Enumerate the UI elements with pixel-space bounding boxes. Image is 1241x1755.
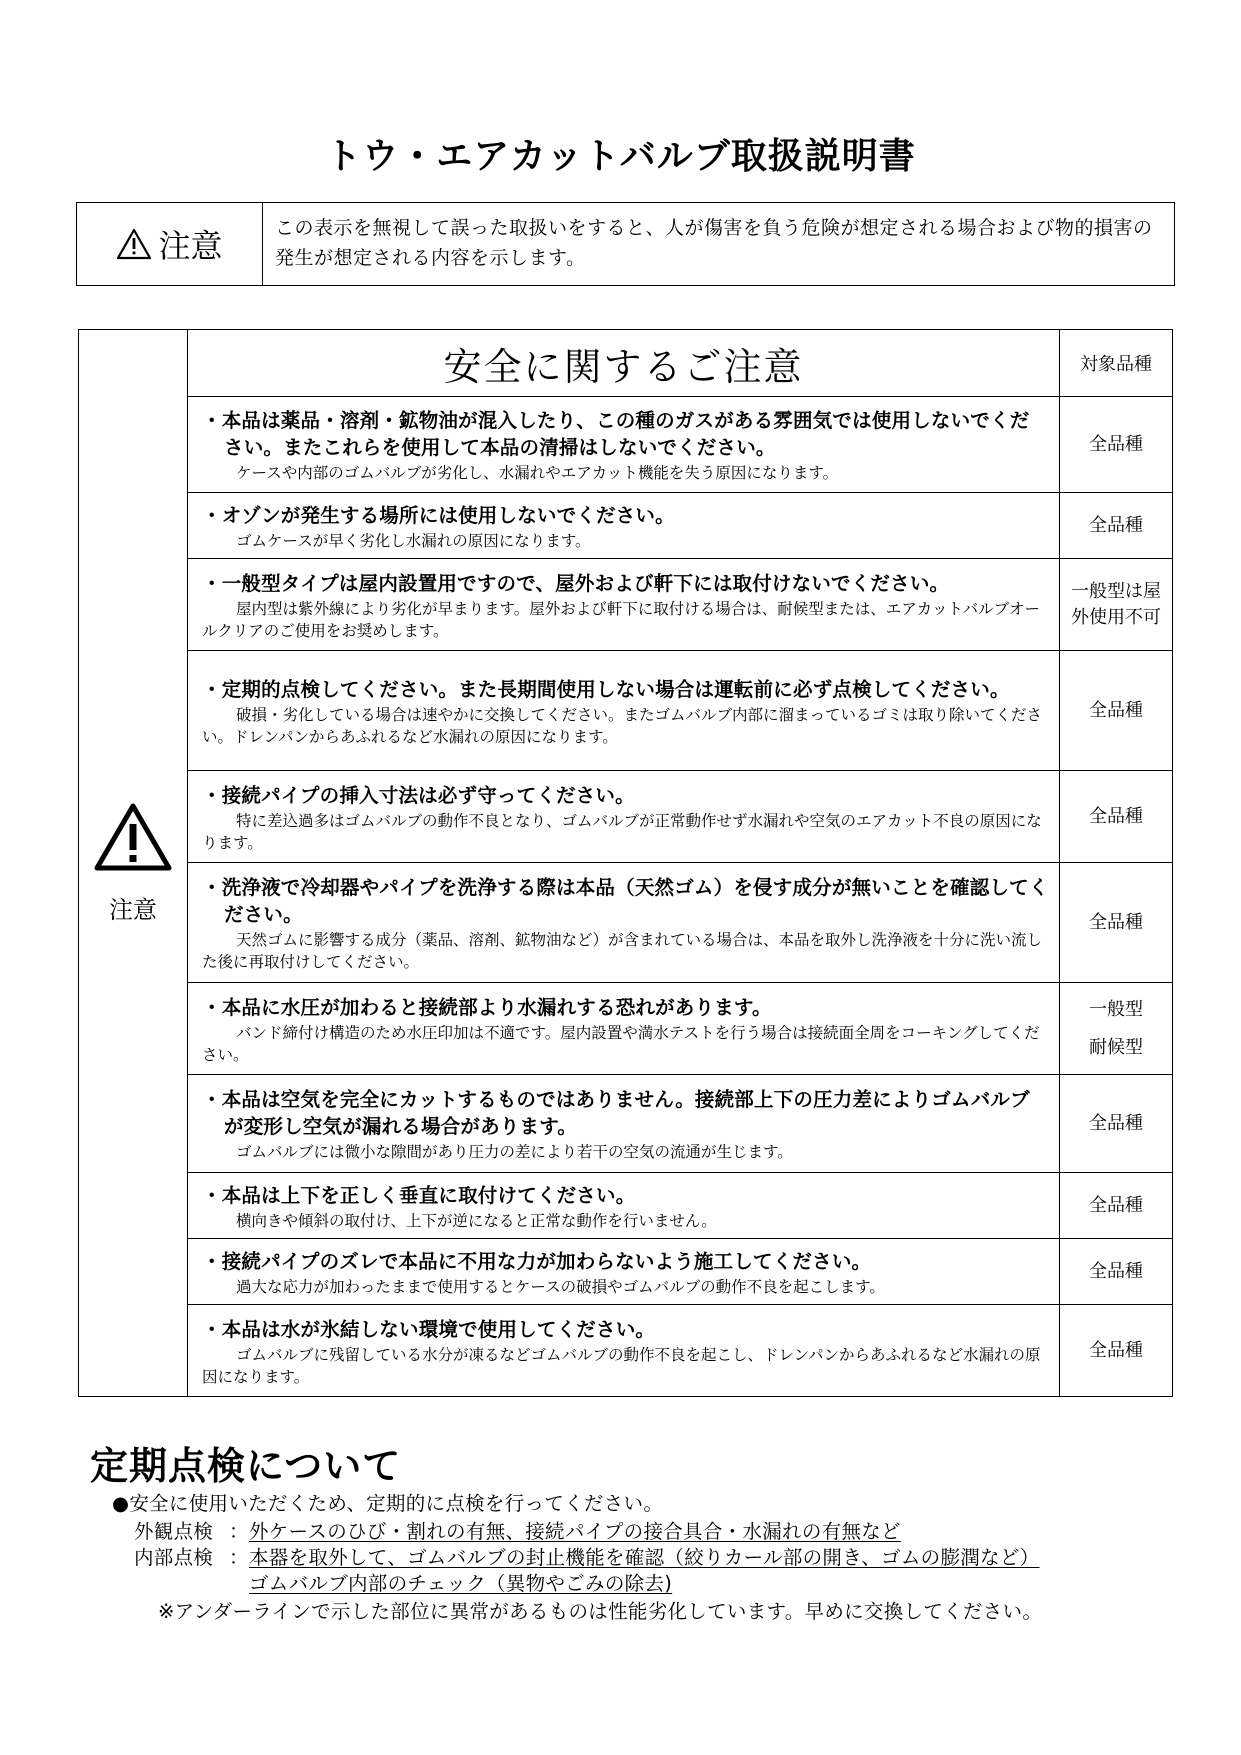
safety-table-row	[79, 1075, 1173, 1173]
safety-item-cell	[188, 1075, 1060, 1173]
safety-item-cell	[188, 1239, 1060, 1305]
safety-item-cell	[188, 493, 1060, 559]
safety-item-target-secondary: 耐候型	[1089, 1036, 1143, 1058]
safety-item-cell	[188, 771, 1060, 863]
inspection-heading: 定期点検について	[90, 1444, 402, 1488]
caution-legend-label: 注意	[158, 227, 223, 265]
safety-item-main-text: ・本品は空気を完全にカットするものではありません。接続部上下の圧力差によりゴムバルブが変形し空気が漏れる場合があります。	[202, 1088, 1030, 1138]
internal-inspection-value: 本器を取外して、ゴムバルブの封止機能を確認（絞りカール部の開き、ゴムの膨潤など）	[249, 1546, 1040, 1569]
safety-item-target-cell	[1060, 863, 1173, 983]
target-type-header: 対象品種	[1060, 330, 1173, 397]
safety-item-target-cell	[1060, 1173, 1173, 1239]
safety-item-target: 全品種	[1089, 514, 1143, 536]
safety-item-main-text: ・接続パイプの挿入寸法は必ず守ってください。	[202, 783, 635, 807]
safety-item-cell	[188, 651, 1060, 771]
safety-table-row	[79, 559, 1173, 651]
safety-item-main-text: ・本品は上下を正しく垂直に取付けてください。	[202, 1183, 636, 1207]
safety-item-target: 全品種	[1089, 1260, 1143, 1282]
safety-item-target-cell	[1060, 397, 1173, 493]
safety-table-row	[79, 1173, 1173, 1239]
safety-table-header-row	[79, 330, 1173, 397]
safety-item-target-cell	[1060, 983, 1173, 1075]
safety-item-main-text: ・洗浄液で冷却器やパイプを洗浄する際は本品（天然ゴム）を侵す成分が無いことを確認してください。	[202, 876, 1049, 926]
safety-table-row	[79, 493, 1173, 559]
caution-legend-text: この表示を無視して誤った取扱いをすると、人が傷害を負う危険が想定される場合および物的損害の発生が想定される内容を示します。	[275, 217, 1153, 269]
safety-item-sub-text: 屋内型は紫外線により劣化が早まります。屋外および軒下に取付ける場合は、耐候型または、エアカットバルブオールクリアのご使用をお奨めします。	[202, 599, 1040, 640]
safety-item-sub-text: ケースや内部のゴムバルブが劣化し、水漏れやエアカット機能を失う原因になります。	[236, 464, 839, 482]
inspection-intro: ●安全に使用いただくため、定期的に点検を行ってください。	[112, 1492, 664, 1515]
safety-item-target-cell	[1060, 1075, 1173, 1173]
safety-item-main-text: ・本品は水が氷結しない環境で使用してください。	[202, 1317, 656, 1341]
safety-item-main-text: ・オゾンが発生する場所には使用しないでください。	[202, 503, 675, 527]
caution-legend-box	[76, 202, 1175, 286]
safety-table-row	[79, 397, 1173, 493]
safety-item-main-text: ・一般型タイプは屋内設置用ですので、屋外および軒下には取付けないでください。	[202, 571, 950, 595]
safety-item-cell	[188, 1305, 1060, 1397]
safety-item-target-cell	[1060, 1305, 1173, 1397]
internal-inspection-row	[134, 1542, 1039, 1570]
safety-item-sub-text: 特に差込過多はゴムバルブの動作不良となり、ゴムバルブが正常動作せず水漏れや空気のエアカット不良の原因になります。	[202, 811, 1042, 852]
internal-inspection-label: 内部点検	[134, 1546, 214, 1569]
external-inspection-row	[134, 1516, 901, 1544]
safety-item-target-cell	[1060, 771, 1173, 863]
internal-inspection-value-2: ゴムバルブ内部のチェック（異物やごみの除去)	[249, 1572, 673, 1595]
safety-table-row	[79, 1305, 1173, 1397]
safety-item-sub-text: 天然ゴムに影響する成分（薬品、溶剤、鉱物油など）が含まれている場合は、本品を取外し洗浄液を十分に洗い流した後に再取付けしてください。	[202, 931, 1043, 971]
safety-item-main-text: ・本品に水圧が加わると接続部より水漏れする恐れがあります。	[202, 995, 772, 1019]
safety-item-sub-text: 過大な応力が加わったままで使用するとケースの破損やゴムバルブの動作不良を起こします。	[236, 1277, 885, 1296]
document-title: トウ・エアカットバルブ取扱説明書	[325, 136, 916, 177]
safety-item-sub-text: 横向きや傾斜の取付け、上下が逆になると正常な動作を行いません。	[236, 1211, 717, 1230]
safety-item-target: 全品種	[1089, 699, 1143, 721]
safety-item-main-text: ・定期的点検してください。また長期間使用しない場合は運転前に必ず点検してください。	[202, 677, 1010, 701]
internal-inspection-separator: ：	[229, 1546, 249, 1569]
caution-side-label: 注意	[109, 895, 157, 924]
safety-item-sub-text: バンド締付け構造のため水圧印加は不適です。屋内設置や満水テストを行う場合は接続面全周をコーキングしてください。	[202, 1023, 1040, 1064]
safety-item-cell	[188, 983, 1060, 1075]
safety-item-target-cell	[1060, 559, 1173, 651]
safety-item-target: 一般型	[1089, 998, 1143, 1020]
safety-item-cell	[188, 397, 1060, 493]
safety-item-target: 全品種	[1089, 805, 1143, 827]
safety-item-cell	[188, 1173, 1060, 1239]
warning-triangle-icon	[93, 802, 173, 872]
safety-item-sub-text: ゴムバルブには微小な隙間があり圧力の差により若干の空気の流通が生じます。	[236, 1143, 793, 1161]
safety-item-main-text: ・本品は薬品・溶剤・鉱物油が混入したり、この種のガスがある雰囲気では使用しないでください。またこれらを使用して本品の清掃はしないでください。	[202, 409, 1030, 459]
safety-item-target-cell	[1060, 493, 1173, 559]
safety-item-target: 全品種	[1089, 1194, 1143, 1216]
safety-item-cell	[188, 863, 1060, 983]
safety-item-main-text: ・接続パイプのズレで本品に不用な力が加わらないよう施工してください。	[202, 1249, 872, 1273]
safety-item-target-cell	[1060, 651, 1173, 771]
safety-item-target: 一般型は屋外使用不可	[1071, 580, 1161, 628]
warning-triangle-icon	[116, 228, 152, 260]
inspection-note: ※アンダーラインで示した部位に異常があるものは性能劣化しています。早めに交換してください。	[158, 1600, 1043, 1623]
caution-side-cell	[79, 330, 188, 1397]
external-inspection-label: 外観点検	[134, 1520, 214, 1543]
safety-item-target: 全品種	[1089, 1112, 1143, 1134]
safety-item-target: 全品種	[1089, 911, 1143, 933]
safety-table-title: 安全に関するご注意	[188, 330, 1060, 397]
safety-item-target-cell	[1060, 1239, 1173, 1305]
safety-item-target: 全品種	[1089, 433, 1143, 455]
safety-table	[78, 329, 1173, 1397]
safety-item-target: 全品種	[1089, 1339, 1143, 1361]
safety-item-sub-text: ゴムケースが早く劣化し水漏れの原因になります。	[236, 531, 591, 550]
safety-item-sub-text: ゴムバルブに残留している水分が凍るなどゴムバルブの動作不良を起こし、ドレンパンからあふれるなど水漏れの原因になります。	[202, 1345, 1041, 1386]
safety-table-row	[79, 983, 1173, 1075]
safety-table-row	[79, 863, 1173, 983]
safety-table-row	[79, 1239, 1173, 1305]
caution-legend-label-cell	[77, 203, 263, 285]
safety-table-row	[79, 771, 1173, 863]
safety-item-sub-text: 破損・劣化している場合は速やかに交換してください。またゴムバルブ内部に溜まっているゴミは取り除いてください。ドレンパンからあふれるなど水漏れの原因になります。	[202, 705, 1043, 746]
external-inspection-value: 外ケースのひび・割れの有無、接続パイプの接合具合・水漏れの有無など	[249, 1520, 901, 1543]
safety-item-cell	[188, 559, 1060, 651]
safety-table-row	[79, 651, 1173, 771]
external-inspection-separator: ：	[229, 1520, 249, 1543]
